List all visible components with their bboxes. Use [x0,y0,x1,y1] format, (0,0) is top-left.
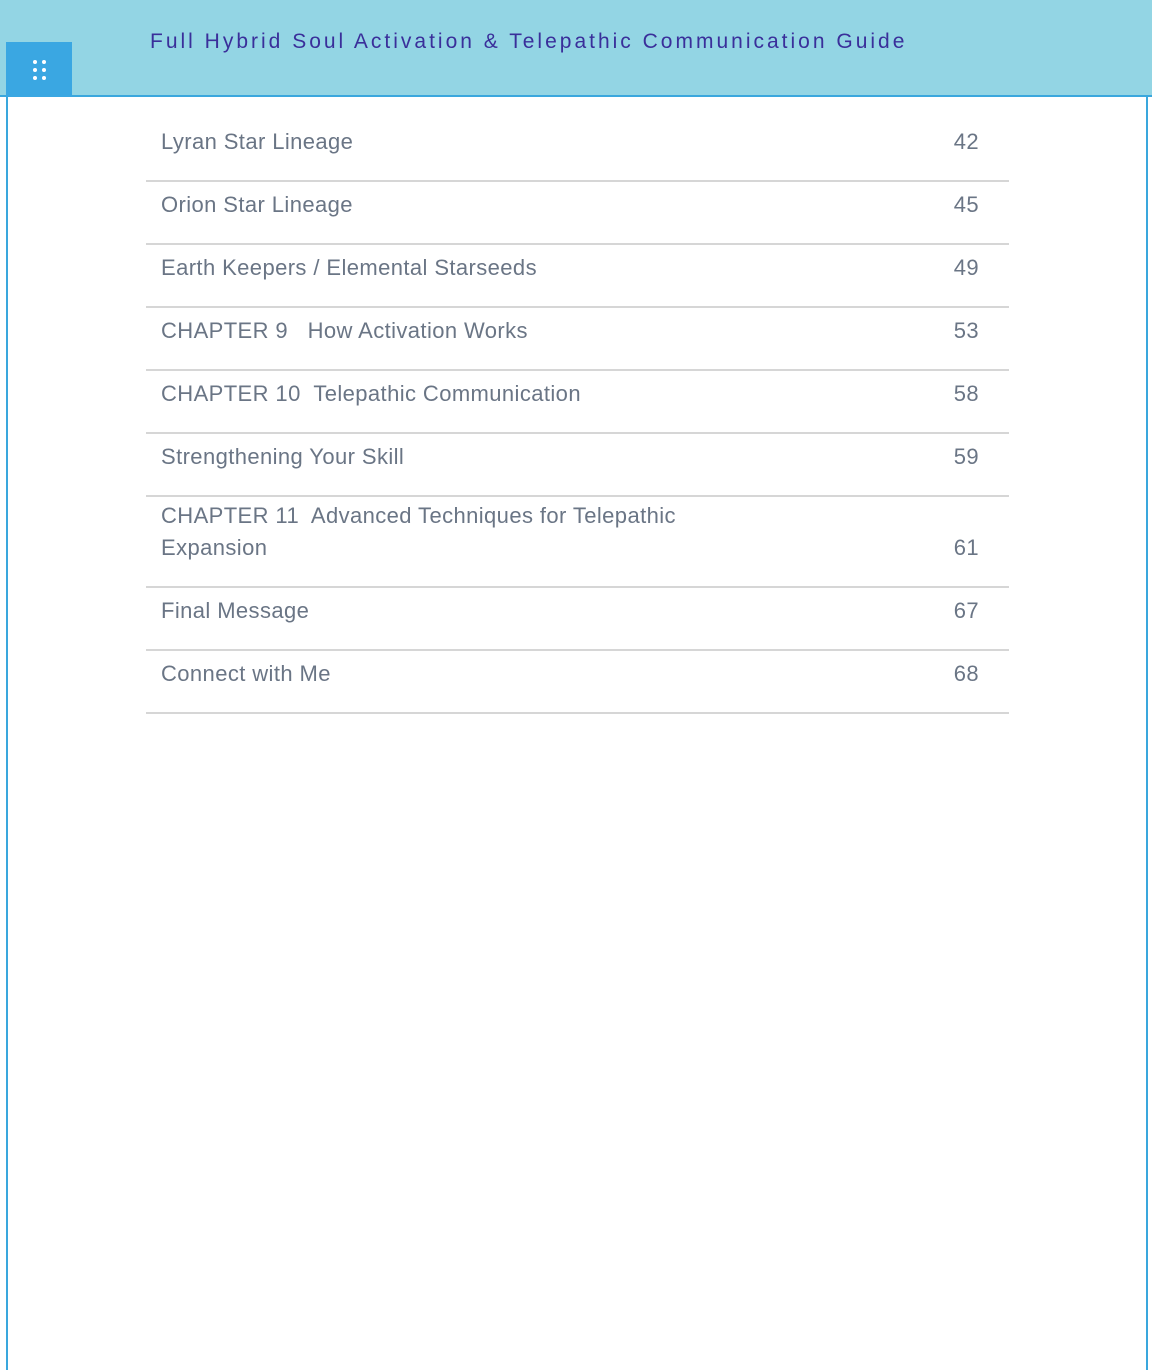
toc-entry-title: Earth Keepers / Elemental Starseeds [161,255,537,280]
toc-entry-title: CHAPTER 9 How Activation Works [161,318,528,343]
toc-page-number: 45 [953,192,979,217]
toc-page-number: 68 [953,661,979,686]
toc-row[interactable] [146,588,1009,651]
toc-page-number: 53 [953,318,979,343]
toc-row[interactable] [146,651,1009,714]
toc-entry-title: Lyran Star Lineage [161,129,354,154]
toc-row[interactable] [146,119,1009,182]
toc-page-number: 59 [953,444,979,469]
header-bar [0,0,1152,97]
toc-page-number: 42 [953,129,979,154]
toc-entry-title: CHAPTER 11 Advanced Techniques for Telepathic Expansion [161,503,683,560]
toc-page-number: 49 [953,255,979,280]
page-frame-left [6,97,8,1370]
page-frame-right [1146,97,1148,1370]
toc-row[interactable] [146,434,1009,497]
toc-entry-title: Orion Star Lineage [161,192,353,217]
toc-entry-title: CHAPTER 10 Telepathic Communication [161,381,581,406]
toc-entry-title: Strengthening Your Skill [161,444,405,469]
toc-entry-title: Connect with Me [161,661,331,686]
table-of-contents [146,119,1009,714]
document-title: Full Hybrid Soul Activation & Telepathic Communication Guide [150,30,908,53]
toc-entry-title: Final Message [161,598,310,623]
toc-page-number: 61 [953,535,979,560]
toc-page-number: 67 [953,598,979,623]
toc-row[interactable] [146,497,1009,588]
toc-row[interactable] [146,308,1009,371]
toc-row[interactable] [146,182,1009,245]
menu-button[interactable] [6,42,72,97]
toc-row[interactable] [146,371,1009,434]
toc-page-number: 58 [953,381,979,406]
grip-dots-icon [33,60,46,80]
toc-row[interactable] [146,245,1009,308]
